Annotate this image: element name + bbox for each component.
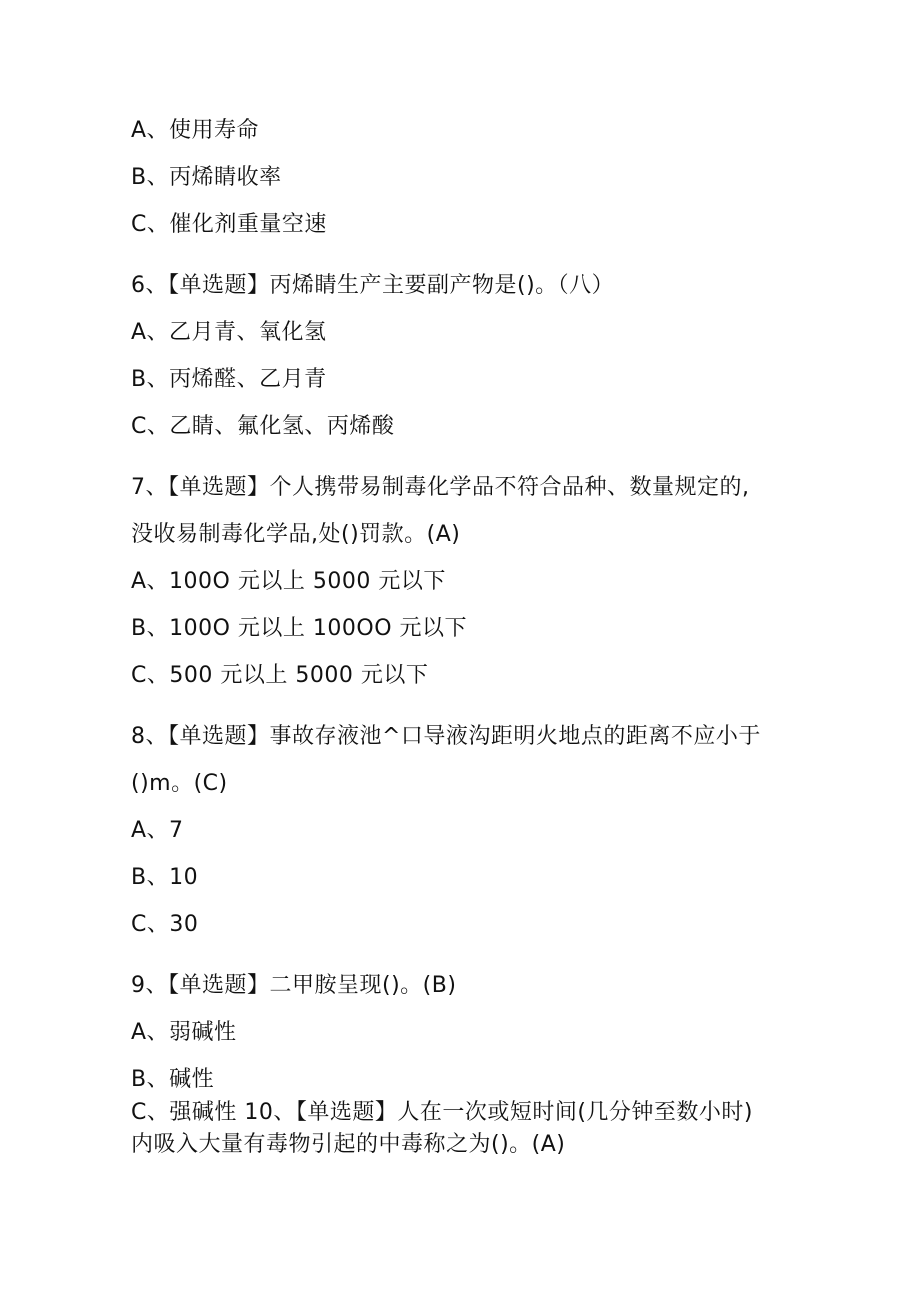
q9-option-a: A、弱碱性 — [131, 1020, 237, 1045]
q5-option-a: A、使用寿命 — [131, 118, 260, 143]
q6-option-a: A、乙月青、氧化氢 — [131, 320, 327, 345]
q8-option-c: C、30 — [131, 912, 199, 937]
q9-question: 9、【单选题】二甲胺呈现()。(B) — [131, 973, 457, 998]
q6-option-c: C、乙睛、氟化氢、丙烯酸 — [131, 414, 395, 439]
q7-option-a: A、100O 元以上 5000 元以下 — [131, 569, 446, 594]
q8-option-b: B、10 — [131, 865, 199, 890]
q8-question-line1: 8、【单选题】事故存液池^口导液沟距明火地点的距离不应小于 — [131, 724, 761, 749]
q9-option-b: B、碱性 — [131, 1067, 215, 1092]
q10-question-line2: 内吸入大量有毒物引起的中毒称之为()。(A) — [131, 1132, 566, 1157]
q6-option-b: B、丙烯醛、乙月青 — [131, 367, 327, 392]
q8-question-line2: ()m。(C) — [131, 771, 228, 796]
q6-question: 6、【单选题】丙烯睛生产主要副产物是()。（八） — [131, 273, 615, 298]
q7-option-c: C、500 元以上 5000 元以下 — [131, 663, 429, 688]
q5-option-b: B、丙烯睛收率 — [131, 165, 282, 190]
q5-option-c: C、催化剂重量空速 — [131, 212, 327, 237]
q7-question-line1: 7、【单选题】个人携带易制毒化学品不符合品种、数量规定的, — [131, 475, 750, 500]
q8-option-a: A、7 — [131, 818, 184, 843]
q9-option-c-q10-question-line1: C、强碱性 10、【单选题】人在一次或短时间(几分钟至数小时) — [131, 1100, 754, 1125]
q7-question-line2: 没收易制毒化学品,处()罚款。(A) — [131, 522, 461, 547]
q7-option-b: B、100O 元以上 100OO 元以下 — [131, 616, 468, 641]
